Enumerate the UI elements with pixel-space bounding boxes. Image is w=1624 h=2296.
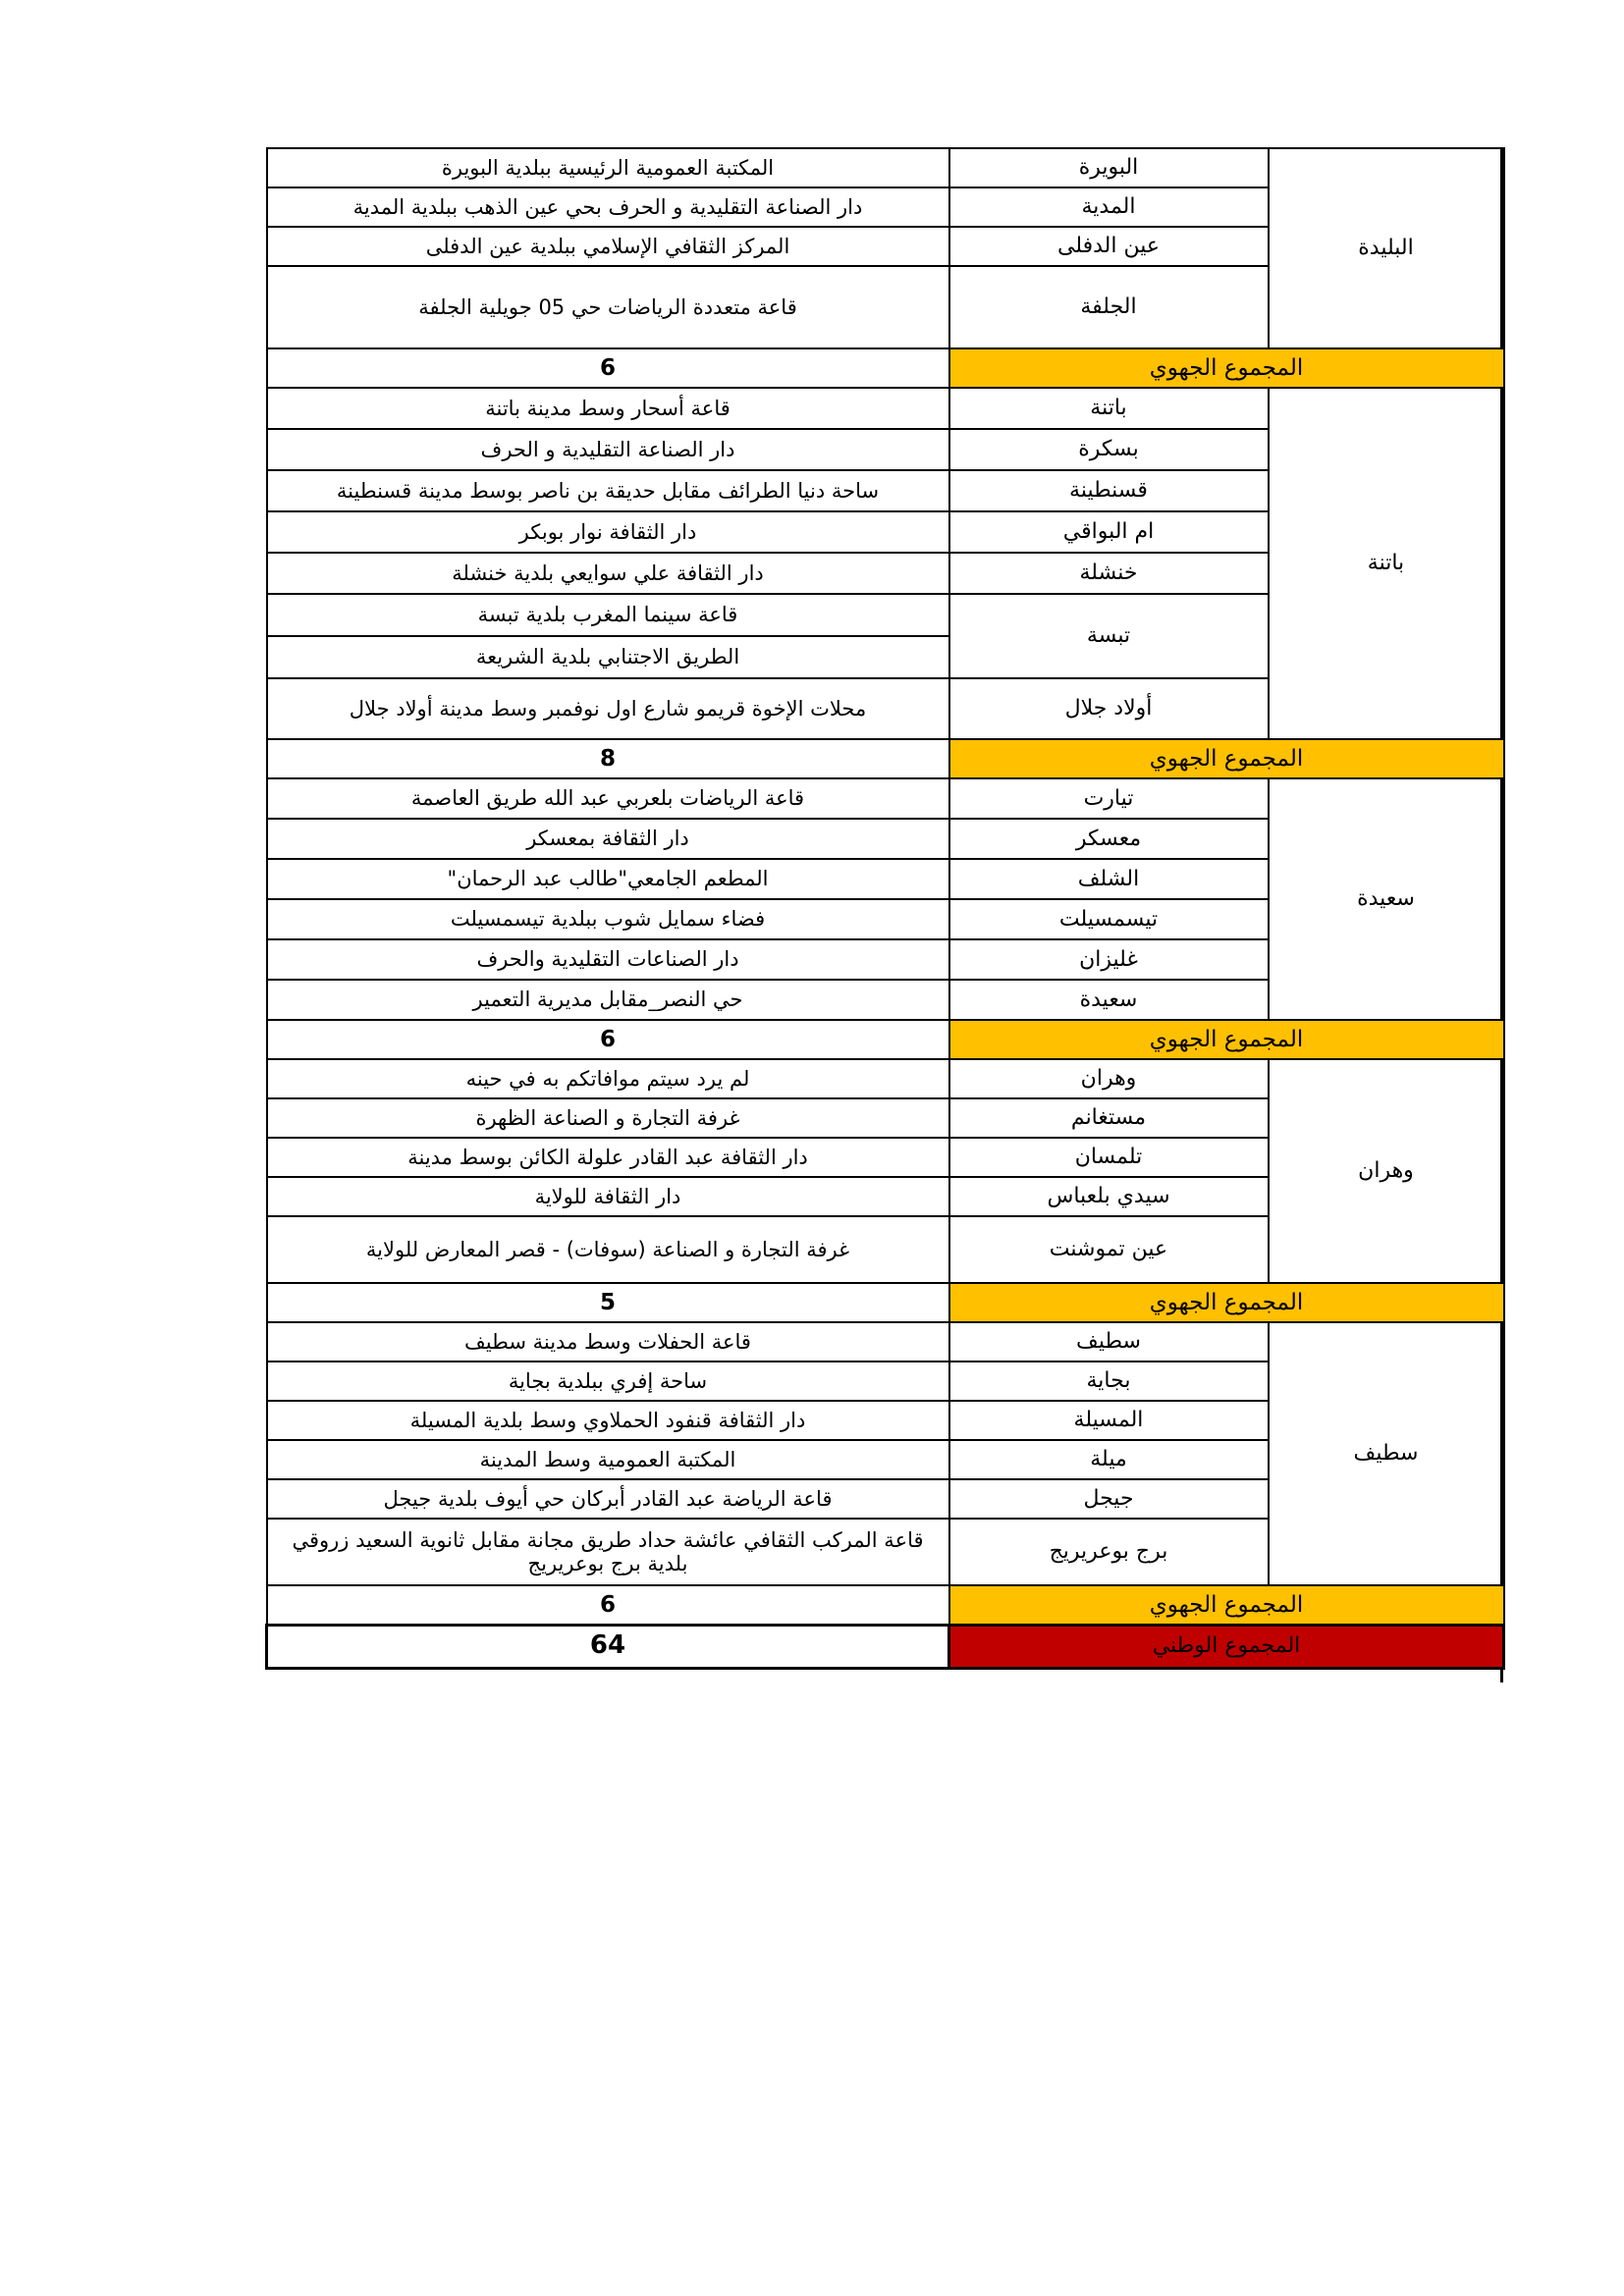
venue-cell: دار الصناعة التقليدية و الحرف بحي عين الذهب ببلدية المدية — [267, 187, 949, 227]
national-total-label: المجموع الوطني — [949, 1625, 1504, 1668]
wilaya-cell: جيجل — [949, 1479, 1269, 1519]
wilaya-cell: عين تموشنت — [949, 1216, 1269, 1283]
regional-subtotal-value: 6 — [267, 1585, 949, 1625]
venue-cell: المركز الثقافي الإسلامي ببلدية عين الدفلى — [267, 227, 949, 266]
venue-cell: قاعة الحفلات وسط مدينة سطيف — [267, 1322, 949, 1362]
wilaya-cell: الجلفة — [949, 266, 1269, 348]
wilaya-cell: قسنطينة — [949, 470, 1269, 511]
wilaya-cell: معسكر — [949, 819, 1269, 859]
regional-subtotal-label: المجموع الجهوي — [949, 1283, 1504, 1322]
regional-subtotal-value: 6 — [267, 1020, 949, 1059]
venue-cell: ساحة دنيا الطرائف مقابل حديقة بن ناصر بوسط مدينة قسنطينة — [267, 470, 949, 511]
venue-cell: دار الثقافة نوار بوبكر — [267, 511, 949, 553]
venue-cell: قاعة الرياضات بلعربي عبد الله طريق العاصمة — [267, 778, 949, 819]
wilaya-cell: مستغانم — [949, 1098, 1269, 1138]
venue-cell: المكتبة العمومية وسط المدينة — [267, 1440, 949, 1479]
regional-subtotal-value: 8 — [267, 739, 949, 778]
regional-subtotal-label: المجموع الجهوي — [949, 348, 1504, 388]
venue-cell: دار الثقافة علي سوايعي بلدية خنشلة — [267, 553, 949, 594]
venue-cell: حي النصر_مقابل مديرية التعمير — [267, 980, 949, 1020]
wilaya-cell: تيسمسيلت — [949, 899, 1269, 939]
venue-cell: المطعم الجامعي"طالب عبد الرحمان" — [267, 859, 949, 899]
national-total-value: 64 — [267, 1625, 949, 1668]
regional-subtotal-row — [267, 1020, 1504, 1059]
venue-cell: فضاء سمايل شوب ببلدية تيسمسيلت — [267, 899, 949, 939]
wilaya-cell: المدية — [949, 187, 1269, 227]
table-row — [267, 148, 1504, 187]
regional-subtotal-row — [267, 739, 1504, 778]
region-cell: سعيدة — [1269, 778, 1504, 1020]
wilaya-cell: برج بوعريريج — [949, 1519, 1269, 1585]
venue-line: قاعة سينما المغرب بلدية تبسة — [268, 595, 948, 637]
venue-cell: قاعة أسحار وسط مدينة باتنة — [267, 388, 949, 429]
region-cell: البليدة — [1269, 148, 1504, 348]
region-cell: سطيف — [1269, 1322, 1504, 1585]
venue-cell: دار الثقافة قنفود الحملاوي وسط بلدية المسيلة — [267, 1401, 949, 1440]
venue-cell: قاعة متعددة الرياضات حي 05 جويلية الجلفة — [267, 266, 949, 348]
wilaya-cell: الشلف — [949, 859, 1269, 899]
venues-table — [265, 147, 1505, 1670]
wilaya-cell: تيارت — [949, 778, 1269, 819]
wilaya-cell: المسيلة — [949, 1401, 1269, 1440]
venue-cell: المكتبة العمومية الرئيسية ببلدية البويرة — [267, 148, 949, 187]
venue-cell — [267, 594, 949, 678]
venue-cell: دار الثقافة للولاية — [267, 1177, 949, 1216]
table-row — [267, 1322, 1504, 1362]
regional-subtotal-label: المجموع الجهوي — [949, 739, 1504, 778]
table-row — [267, 778, 1504, 819]
venue-cell: غرفة التجارة و الصناعة الظهرة — [267, 1098, 949, 1138]
regional-subtotal-label: المجموع الجهوي — [949, 1585, 1504, 1625]
venue-cell: قاعة الرياضة عبد القادر أبركان حي أيوف بلدية جيجل — [267, 1479, 949, 1519]
wilaya-cell: سعيدة — [949, 980, 1269, 1020]
venue-cell: ساحة إفري ببلدية بجاية — [267, 1362, 949, 1401]
regional-subtotal-label: المجموع الجهوي — [949, 1020, 1504, 1059]
wilaya-cell: سطيف — [949, 1322, 1269, 1362]
venue-cell: دار الثقافة عبد القادر علولة الكائن بوسط مدينة — [267, 1138, 949, 1177]
venue-cell: لم يرد سيتم موافاتكم به في حينه — [267, 1059, 949, 1098]
region-cell: باتنة — [1269, 388, 1504, 739]
venue-cell: دار الصناعة التقليدية و الحرف — [267, 429, 949, 470]
national-total-row — [267, 1625, 1504, 1668]
regional-subtotal-row — [267, 1283, 1504, 1322]
regional-subtotal-row — [267, 1585, 1504, 1625]
venue-cell: محلات الإخوة قريمو شارع اول نوفمبر وسط مدينة أولاد جلال — [267, 678, 949, 739]
wilaya-cell: سيدي بلعباس — [949, 1177, 1269, 1216]
venues-table-body — [267, 148, 1504, 1668]
wilaya-cell: وهران — [949, 1059, 1269, 1098]
wilaya-cell: بجاية — [949, 1362, 1269, 1401]
wilaya-cell: تلمسان — [949, 1138, 1269, 1177]
wilaya-cell: غليزان — [949, 939, 1269, 980]
wilaya-cell: أولاد جلال — [949, 678, 1269, 739]
venue-line: الطريق الاجتنابي بلدية الشريعة — [475, 645, 740, 668]
venue-cell: دار الصناعات التقليدية والحرف — [267, 939, 949, 980]
wilaya-cell: ميلة — [949, 1440, 1269, 1479]
wilaya-cell: تبسة — [949, 594, 1269, 678]
regional-subtotal-value: 6 — [267, 348, 949, 388]
wilaya-cell: عين الدفلى — [949, 227, 1269, 266]
venue-cell: غرفة التجارة و الصناعة (سوفات) - قصر المعارض للولاية — [267, 1216, 949, 1283]
table-row — [267, 388, 1504, 429]
venue-cell: دار الثقافة بمعسكر — [267, 819, 949, 859]
regional-subtotal-value: 5 — [267, 1283, 949, 1322]
wilaya-cell: ام البواقي — [949, 511, 1269, 553]
table-row — [267, 1059, 1504, 1098]
wilaya-cell: خنشلة — [949, 553, 1269, 594]
wilaya-cell: البويرة — [949, 148, 1269, 187]
regional-subtotal-row — [267, 348, 1504, 388]
wilaya-cell: بسكرة — [949, 429, 1269, 470]
region-cell: وهران — [1269, 1059, 1504, 1283]
venue-cell: قاعة المركب الثقافي عائشة حداد طريق مجانة مقابل ثانوية السعيد زروقي بلدية برج بوعريريج — [267, 1519, 949, 1585]
wilaya-cell: باتنة — [949, 388, 1269, 429]
